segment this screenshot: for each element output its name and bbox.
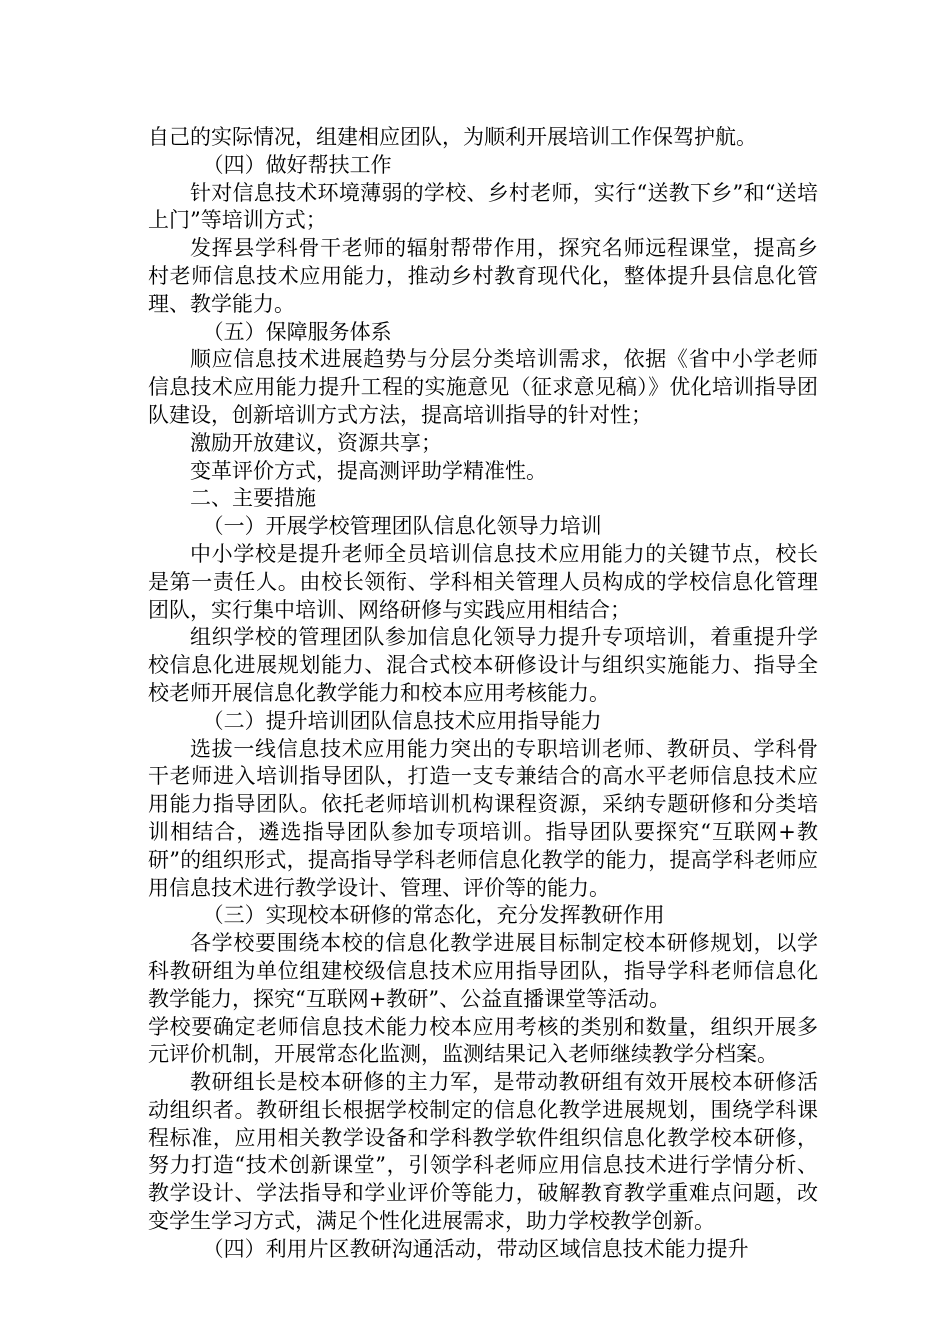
paragraph: 教研组长是校本研修的主力军，是带动教研组有效开展校本研修活动组织者。教研组长根据学校制定的信息化教学进展规划，围绕学科课程标准，应用相关教学设备和学科教学软件组织信息化教学校本研修，努力打造“技术创新课堂”，引领学科老师应用信息技术进行学情分析、教学设计、学法指导和学业评价等能力，破解教育教学重难点问题，改变学生学习方式，满足个性化进展需求，助力学校教学创新。 (148, 1070, 818, 1234)
paragraph: 组织学校的管理团队参加信息化领导力提升专项培训，着重提升学校信息化进展规划能力、混合式校本研修设计与组织实施能力、指导全校老师开展信息化教学能力和校本应用考核能力。 (148, 625, 818, 705)
section-heading-3: （三）实现校本研修的常态化，充分发挥教研作用 (202, 903, 665, 928)
chapter-heading: 二、主要措施 (190, 486, 316, 511)
paragraph-continuation: 学校要确定老师信息技术能力校本应用考核的类别和数量，组织开展多元评价机制，开展常态化监测，监测结果记入老师继续教学分档案。 (148, 1014, 818, 1067)
section-heading-1: （一）开展学校管理团队信息化领导力培训 (202, 514, 602, 539)
section-heading-4: （四）做好帮扶工作 (202, 152, 392, 177)
paragraph: 选拔一线信息技术应用能力突出的专职培训老师、教研员、学科骨干老师进入培训指导团队，打造一支专兼结合的高水平老师信息技术应用能力指导团队。依托老师培训机构课程资源，采纳专题研修和分类培训相结合，遴选指导团队参加专项培训。指导团队要探究“互联网+教研”的组织形式，提高指导学科老师信息化教学的能力，提高学科老师应用信息技术进行教学设计、管理、评价等的能力。 (148, 736, 818, 900)
paragraph-continuation: 自己的实际情况，组建相应团队，为顺利开展培训工作保驾护航。 (148, 125, 757, 149)
paragraph: 变革评价方式，提高测评助学精准性。 (190, 458, 547, 483)
section-heading-2: （二）提升培训团队信息技术应用指导能力 (202, 708, 602, 733)
paragraph: 顺应信息技术进展趋势与分层分类培训需求，依据《省中小学老师信息技术应用能力提升工程的实施意见（征求意见稿）》优化培训指导团队建设，创新培训方式方法，提高培训指导的针对性； (148, 347, 818, 427)
paragraph: 激励开放建议，资源共享； (190, 430, 442, 455)
document-body (148, 124, 818, 1264)
paragraph: 针对信息技术环境薄弱的学校、乡村老师，实行“送教下乡”和“送培上门”等培训方式； (148, 180, 818, 233)
paragraph: 各学校要围绕本校的信息化教学进展目标制定校本研修规划，以学科教研组为单位组建校级信息技术应用指导团队，指导学科老师信息化教学能力，探究“互联网+教研”、公益直播课堂等活动。 (148, 931, 818, 1011)
section-heading-4b: （四）利用片区教研沟通活动，带动区域信息技术能力提升 (202, 1236, 749, 1261)
paragraph: 发挥县学科骨干老师的辐射帮带作用，探究名师远程课堂，提高乡村老师信息技术应用能力，推动乡村教育现代化，整体提升县信息化管理、教学能力。 (148, 236, 818, 316)
section-heading-5: （五）保障服务体系 (202, 319, 392, 344)
paragraph: 中小学校是提升老师全员培训信息技术应用能力的关键节点，校长是第一责任人。由校长领衔、学科相关管理人员构成的学校信息化管理团队，实行集中培训、网络研修与实践应用相结合； (148, 541, 818, 622)
